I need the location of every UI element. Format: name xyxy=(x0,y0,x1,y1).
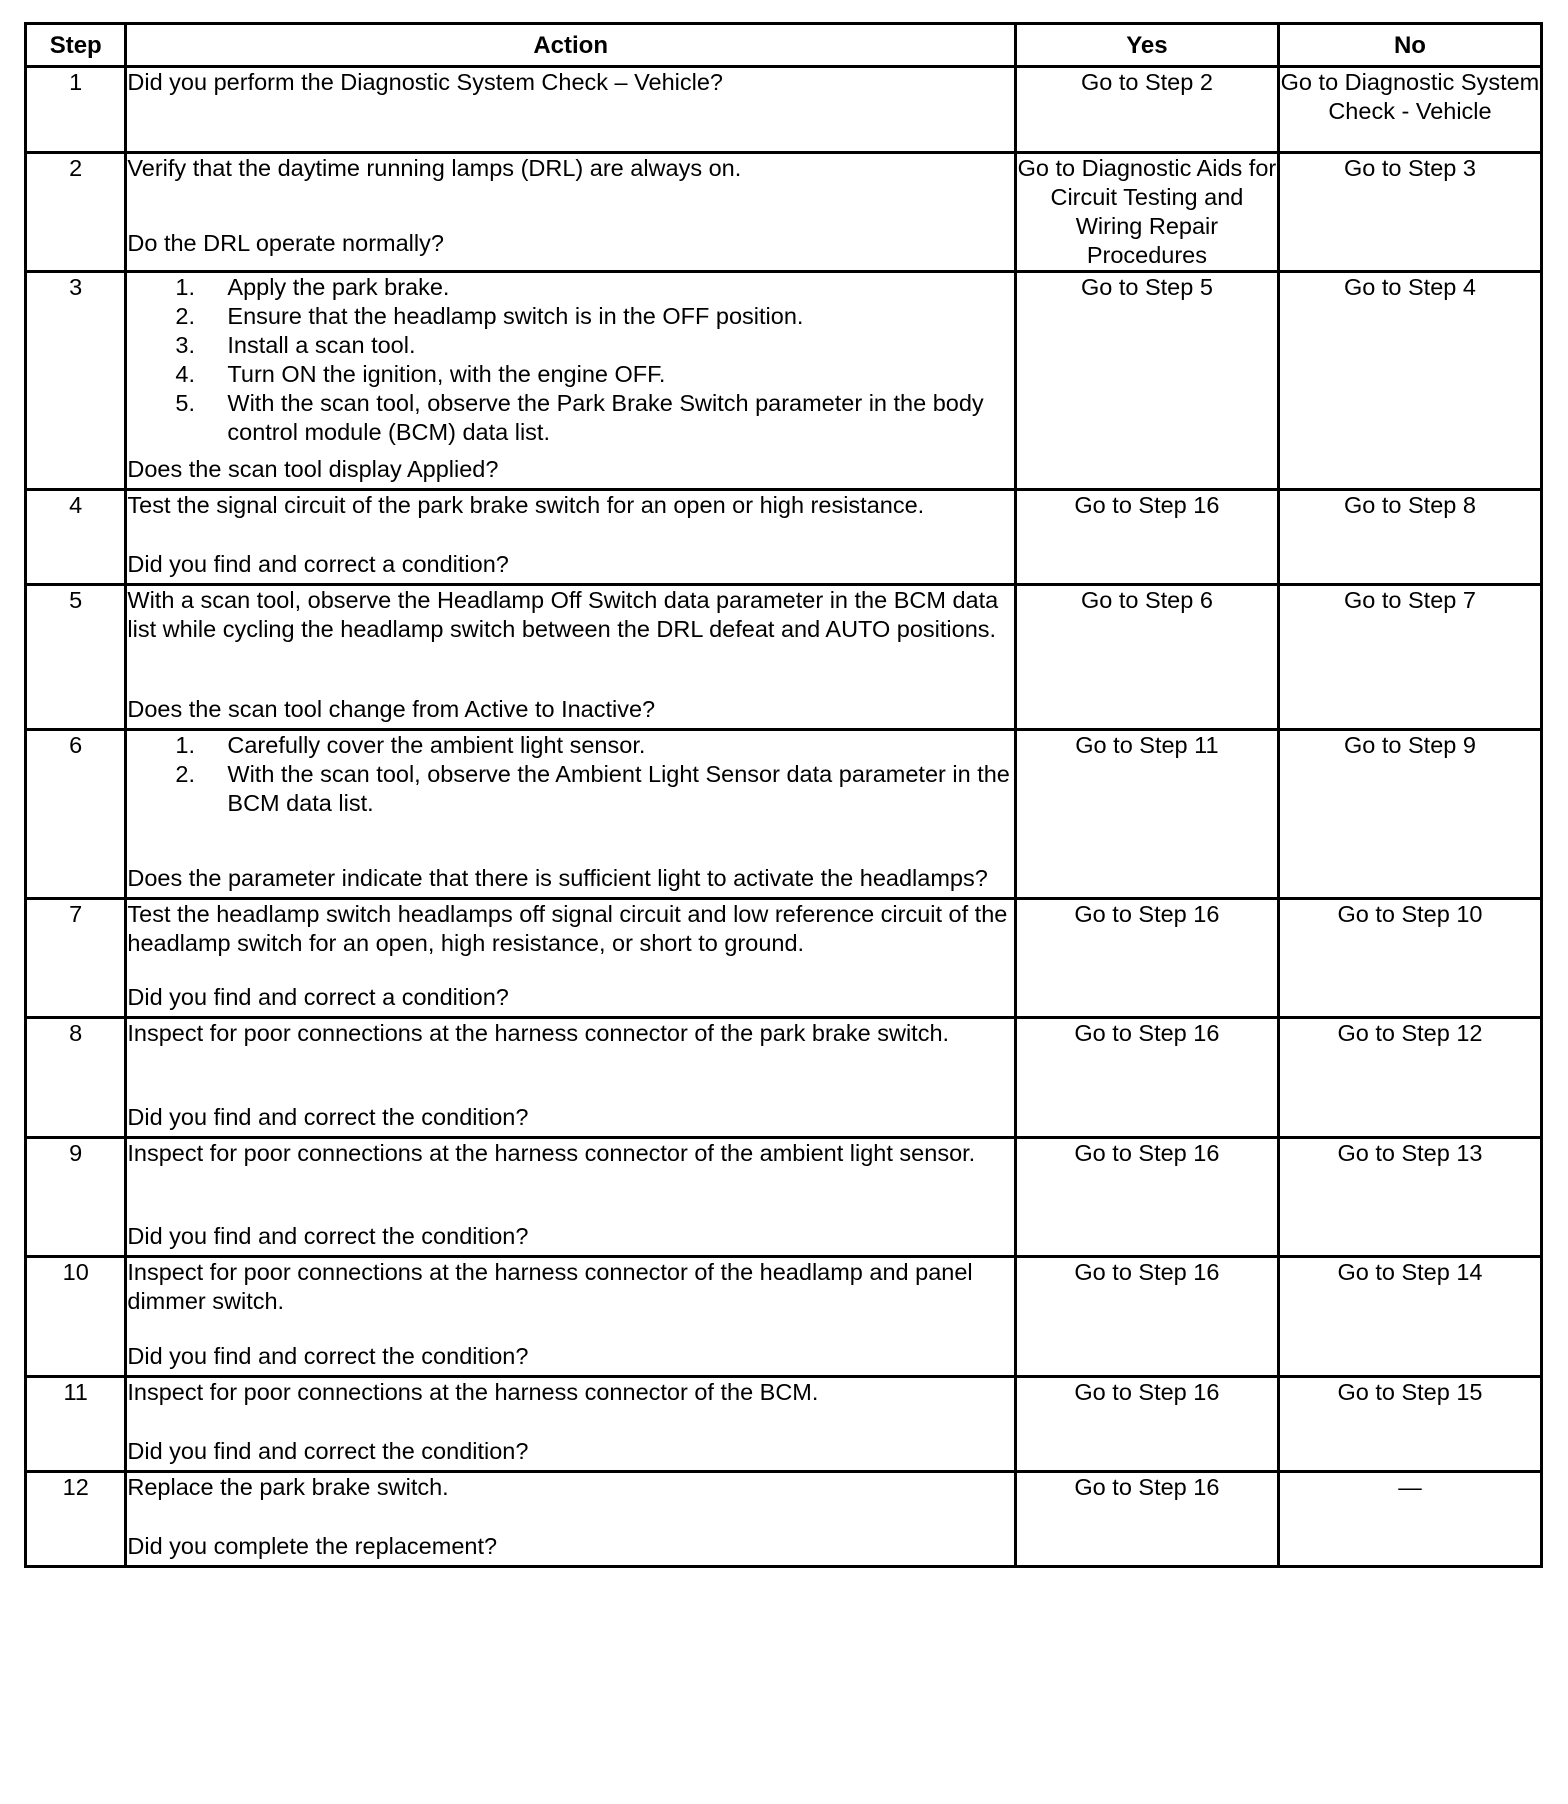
action-content xyxy=(127,1258,1014,1371)
action-cell xyxy=(126,899,1016,1018)
table-row xyxy=(26,1138,1542,1257)
procedure-list-item: With the scan tool, observe the Park Brake Switch parameter in the body control module (BCM) data list. xyxy=(227,390,984,445)
action-content xyxy=(127,154,1014,258)
action-text: Test the headlamp switch headlamps off signal circuit and low reference circuit of the headlamp switch for an open, high resistance, or short to ground. xyxy=(127,901,1008,956)
table-row xyxy=(26,1018,1542,1138)
yes-result: Go to Step 16 xyxy=(1015,1257,1278,1377)
action-content xyxy=(127,68,1014,147)
action-content xyxy=(127,273,1014,484)
diagnostic-table xyxy=(24,22,1543,1568)
action-text: Inspect for poor connections at the harness connector of the headlamp and panel dimmer switch. xyxy=(127,1259,973,1314)
yes-result: Go to Step 16 xyxy=(1015,1472,1278,1567)
no-result: Go to Step 9 xyxy=(1278,730,1541,899)
action-question: Does the parameter indicate that there is sufficient light to activate the headlamps? xyxy=(127,865,988,891)
action-cell xyxy=(126,153,1016,272)
no-result: Go to Step 14 xyxy=(1278,1257,1541,1377)
action-text: Inspect for poor connections at the harness connector of the ambient light sensor. xyxy=(127,1140,976,1166)
action-instructions xyxy=(127,154,1014,183)
no-result: — xyxy=(1278,1472,1541,1567)
header-step: Step xyxy=(26,24,126,67)
yes-result: Go to Step 16 xyxy=(1015,1377,1278,1472)
table-row xyxy=(26,153,1542,272)
action-question: Did you find and correct a condition? xyxy=(127,551,509,577)
step-number: 4 xyxy=(26,490,126,585)
no-result: Go to Diagnostic System Check - Vehicle xyxy=(1278,67,1541,153)
action-instructions xyxy=(127,1258,1014,1316)
action-instructions xyxy=(127,491,1014,520)
action-content xyxy=(127,1378,1014,1466)
step-number: 9 xyxy=(26,1138,126,1257)
table-row xyxy=(26,1257,1542,1377)
action-question: Did you find and correct the condition? xyxy=(127,1438,529,1464)
action-question: Does the scan tool change from Active to Inactive? xyxy=(127,696,656,722)
no-result: Go to Step 4 xyxy=(1278,272,1541,490)
yes-result: Go to Diagnostic Aids for Circuit Testing and Wiring Repair Procedures xyxy=(1015,153,1278,272)
header-no: No xyxy=(1278,24,1541,67)
table-row xyxy=(26,272,1542,490)
yes-result: Go to Step 5 xyxy=(1015,272,1278,490)
action-instructions xyxy=(127,1378,1014,1407)
action-text: Inspect for poor connections at the harness connector of the BCM. xyxy=(127,1379,819,1405)
action-question: Do the DRL operate normally? xyxy=(127,230,444,256)
action-content xyxy=(127,1019,1014,1132)
action-instructions xyxy=(127,1019,1014,1048)
table-row xyxy=(26,585,1542,730)
procedure-list-item: Apply the park brake. xyxy=(227,274,450,300)
no-result: Go to Step 8 xyxy=(1278,490,1541,585)
table-row xyxy=(26,1472,1542,1567)
action-text: Verify that the daytime running lamps (DRL) are always on. xyxy=(127,155,742,181)
table-row xyxy=(26,899,1542,1018)
no-result: Go to Step 3 xyxy=(1278,153,1541,272)
action-instructions xyxy=(127,731,1014,818)
no-result: Go to Step 12 xyxy=(1278,1018,1541,1138)
action-content xyxy=(127,586,1014,724)
yes-result: Go to Step 16 xyxy=(1015,899,1278,1018)
step-number: 1 xyxy=(26,67,126,153)
table-body xyxy=(26,67,1542,1567)
no-result: Go to Step 10 xyxy=(1278,899,1541,1018)
table-row xyxy=(26,67,1542,153)
step-number: 3 xyxy=(26,272,126,490)
action-text: Inspect for poor connections at the harness connector of the park brake switch. xyxy=(127,1020,950,1046)
action-instructions xyxy=(127,586,1014,644)
header-yes: Yes xyxy=(1015,24,1278,67)
action-cell xyxy=(126,1377,1016,1472)
action-content xyxy=(127,1473,1014,1561)
yes-result: Go to Step 16 xyxy=(1015,1138,1278,1257)
action-instructions xyxy=(127,273,1014,447)
action-cell xyxy=(126,490,1016,585)
header-action: Action xyxy=(126,24,1016,67)
procedure-list-item: Turn ON the ignition, with the engine OFF. xyxy=(227,361,666,387)
action-cell xyxy=(126,1018,1016,1138)
yes-result: Go to Step 11 xyxy=(1015,730,1278,899)
yes-result: Go to Step 2 xyxy=(1015,67,1278,153)
action-cell xyxy=(126,272,1016,490)
step-number: 8 xyxy=(26,1018,126,1138)
no-result: Go to Step 7 xyxy=(1278,585,1541,730)
action-cell xyxy=(126,1138,1016,1257)
step-number: 2 xyxy=(26,153,126,272)
action-instructions xyxy=(127,1473,1014,1502)
action-question: Did you complete the replacement? xyxy=(127,1533,498,1559)
action-instructions xyxy=(127,68,1014,97)
procedure-list-item: Carefully cover the ambient light sensor. xyxy=(227,732,646,758)
action-question: Did you find and correct the condition? xyxy=(127,1223,529,1249)
table-row xyxy=(26,1377,1542,1472)
table-header-row xyxy=(26,24,1542,67)
action-instructions xyxy=(127,1139,1014,1168)
action-cell xyxy=(126,585,1016,730)
action-content xyxy=(127,900,1014,1012)
action-cell xyxy=(126,67,1016,153)
procedure-list xyxy=(127,273,1014,447)
table-row xyxy=(26,730,1542,899)
action-cell xyxy=(126,1257,1016,1377)
action-content xyxy=(127,491,1014,579)
step-number: 10 xyxy=(26,1257,126,1377)
step-number: 11 xyxy=(26,1377,126,1472)
step-number: 12 xyxy=(26,1472,126,1567)
no-result: Go to Step 13 xyxy=(1278,1138,1541,1257)
step-number: 5 xyxy=(26,585,126,730)
yes-result: Go to Step 16 xyxy=(1015,490,1278,585)
action-instructions xyxy=(127,900,1014,958)
action-question: Did you find and correct the condition? xyxy=(127,1343,529,1369)
action-question: Did you find and correct a condition? xyxy=(127,984,509,1010)
action-question: Did you find and correct the condition? xyxy=(127,1104,529,1130)
no-result: Go to Step 15 xyxy=(1278,1377,1541,1472)
procedure-list-item: With the scan tool, observe the Ambient Light Sensor data parameter in the BCM data list. xyxy=(227,761,1010,816)
action-cell xyxy=(126,1472,1016,1567)
yes-result: Go to Step 6 xyxy=(1015,585,1278,730)
table-row xyxy=(26,490,1542,585)
procedure-list-item: Install a scan tool. xyxy=(227,332,416,358)
action-content xyxy=(127,731,1014,893)
action-question: Does the scan tool display Applied? xyxy=(127,456,499,482)
action-content xyxy=(127,1139,1014,1251)
procedure-list-item: Ensure that the headlamp switch is in the OFF position. xyxy=(227,303,804,329)
action-text: With a scan tool, observe the Headlamp Off Switch data parameter in the BCM data list while cycling the headlamp switch between the DRL defeat and AUTO positions. xyxy=(127,587,999,642)
action-cell xyxy=(126,730,1016,899)
action-text: Did you perform the Diagnostic System Check – Vehicle? xyxy=(127,69,724,95)
procedure-list xyxy=(127,731,1014,818)
yes-result: Go to Step 16 xyxy=(1015,1018,1278,1138)
step-number: 6 xyxy=(26,730,126,899)
action-text: Test the signal circuit of the park brake switch for an open or high resistance. xyxy=(127,492,925,518)
action-text: Replace the park brake switch. xyxy=(127,1474,449,1500)
step-number: 7 xyxy=(26,899,126,1018)
